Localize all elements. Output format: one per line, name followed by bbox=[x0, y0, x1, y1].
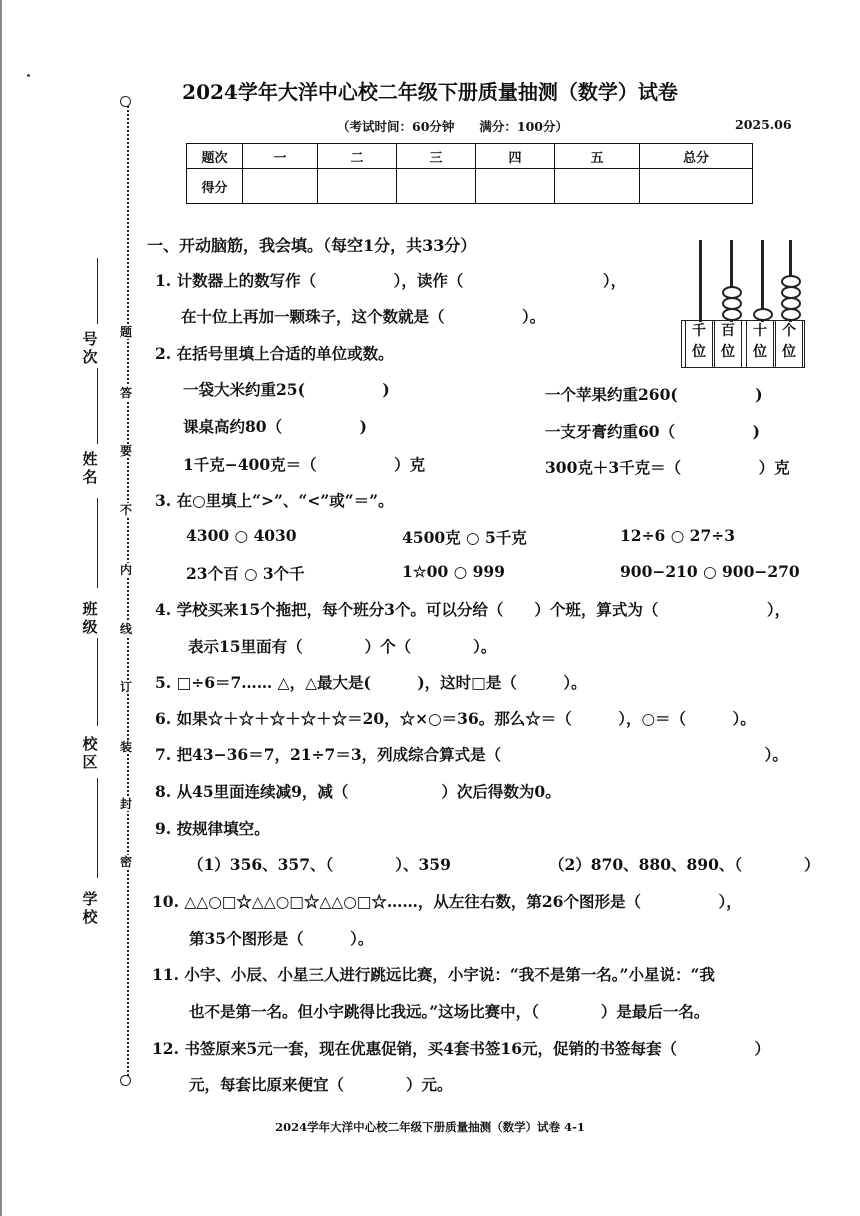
q1-line1: 1. 计数器上的数写作（ ），读作（ ）， bbox=[155, 271, 627, 290]
binding-char: 答 bbox=[119, 386, 132, 400]
binding-hole-bottom bbox=[120, 1075, 131, 1086]
score-cell[interactable] bbox=[476, 169, 555, 204]
field-class-label: 班 级 bbox=[82, 600, 98, 636]
q12-line2: 元，每套比原来便宜（ ）元。 bbox=[189, 1075, 453, 1094]
binding-dotted-line bbox=[127, 102, 129, 1080]
score-header-cell: 一 bbox=[243, 144, 318, 169]
q2-item6: 300克＋3千克＝（ ）克 bbox=[545, 458, 790, 477]
score-header-cell: 题次 bbox=[187, 144, 243, 169]
binding-char: 装 bbox=[119, 740, 132, 754]
binding-hole-top bbox=[120, 96, 131, 107]
exam-title: 2024学年大洋中心校二年级下册质量抽测（数学）试卷 bbox=[182, 80, 678, 104]
q2-item1: 一袋大米约重25( ) bbox=[183, 380, 390, 399]
abacus-label-hundreds: 百位 bbox=[714, 320, 742, 368]
score-header-cell: 总分 bbox=[640, 144, 753, 169]
abacus-label-ones: 个位 bbox=[775, 320, 803, 368]
q1-line2: 在十位上再加一颗珠子，这个数就是（ ）。 bbox=[181, 307, 546, 326]
score-row-label: 得分 bbox=[187, 169, 243, 204]
q3-item1: 4300 ○ 4030 bbox=[186, 526, 297, 545]
q4-line2: 表示15里面有（ ）个（ ）。 bbox=[188, 637, 497, 656]
abacus-bead bbox=[722, 286, 742, 299]
field-number-label: 号 次 bbox=[82, 330, 98, 366]
abacus-counter bbox=[681, 240, 805, 368]
q9-title: 9. 按规律填空。 bbox=[155, 819, 270, 838]
score-cell[interactable] bbox=[318, 169, 397, 204]
score-header-cell: 三 bbox=[397, 144, 476, 169]
binding-char: 要 bbox=[119, 444, 132, 458]
score-header-cell: 四 bbox=[476, 144, 555, 169]
abacus-rod-thousands bbox=[699, 240, 702, 322]
q3-item5: 1☆00 ○ 999 bbox=[402, 562, 505, 581]
q2-item4: 一支牙膏约重60（ ) bbox=[545, 422, 760, 441]
q6: 6. 如果☆＋☆＋☆＋☆＋☆＝20，☆×○＝36。那么☆＝（ ），○＝（ ）。 bbox=[155, 709, 756, 728]
binding-char: 内 bbox=[119, 563, 132, 577]
abacus-bead bbox=[781, 275, 801, 288]
score-cell[interactable] bbox=[397, 169, 476, 204]
score-cell[interactable] bbox=[640, 169, 753, 204]
field-line-name bbox=[97, 368, 98, 444]
q2-item3: 课桌高约80（ ) bbox=[183, 417, 367, 436]
field-campus-label: 校 区 bbox=[82, 735, 98, 771]
page-footer: 2024学年大洋中心校二年级下册质量抽测（数学）试卷 4-1 bbox=[275, 1120, 585, 1134]
abacus-label-thousands: 千位 bbox=[685, 320, 713, 368]
q12-line1: 12. 书签原来5元一套，现在优惠促销，买4套书签16元，促销的书签每套（ ） bbox=[152, 1039, 771, 1058]
q3-item2: 4500克 ○ 5千克 bbox=[402, 528, 527, 547]
page-edge bbox=[0, 0, 2, 1216]
q2-title: 2. 在括号里填上合适的单位或数。 bbox=[155, 344, 394, 363]
q10-line2: 第35个图形是（ ）。 bbox=[189, 929, 374, 948]
binding-char: 线 bbox=[119, 622, 132, 636]
q4-line1: 4. 学校买来15个拖把，每个班分3个。可以分给（ ）个班，算式为（ ）， bbox=[155, 600, 791, 619]
field-line-school bbox=[97, 778, 98, 878]
section1-title: 一、开动脑筋，我会填。（每空1分，共33分） bbox=[147, 236, 477, 255]
q9-part2: （2）870、880、890、（ ） bbox=[549, 855, 820, 874]
field-line-campus bbox=[97, 638, 98, 726]
q3-item6: 900−210 ○ 900−270 bbox=[620, 562, 800, 581]
abacus-label-tens: 十位 bbox=[746, 320, 774, 368]
q3-title: 3. 在○里填上“>”、“<”或“＝”。 bbox=[155, 491, 394, 510]
q7: 7. 把43−36＝7，21÷7＝3，列成综合算式是（ ）。 bbox=[155, 745, 788, 764]
q3-item3: 12÷6 ○ 27÷3 bbox=[620, 526, 736, 545]
q2-item2: 一个苹果约重260( ) bbox=[545, 385, 763, 404]
binding-char: 封 bbox=[119, 797, 132, 811]
score-header-cell: 五 bbox=[555, 144, 640, 169]
q3-item4: 23个百 ○ 3个千 bbox=[186, 564, 305, 583]
exam-date: 2025.06 bbox=[735, 117, 792, 132]
binding-char: 题 bbox=[119, 325, 132, 339]
binding-char: 订 bbox=[119, 680, 132, 694]
field-line-number bbox=[97, 258, 98, 324]
field-name-label: 姓 名 bbox=[82, 450, 98, 486]
field-school-label: 学 校 bbox=[82, 890, 98, 926]
binding-char: 不 bbox=[119, 503, 132, 517]
q8: 8. 从45里面连续减9，减（ ）次后得数为0。 bbox=[155, 782, 561, 801]
q5: 5. □÷6＝7…… △，△最大是( )，这时□是（ ）。 bbox=[155, 673, 587, 692]
binding-char: 密 bbox=[119, 855, 132, 869]
field-line-class bbox=[97, 498, 98, 588]
q11-line2: 也不是第一名。但小宇跳得比我远。”这场比赛中，（ ）是最后一名。 bbox=[189, 1002, 710, 1021]
score-table bbox=[186, 143, 753, 204]
score-cell[interactable] bbox=[555, 169, 640, 204]
q2-item5: 1千克−400克＝（ ）克 bbox=[183, 455, 426, 474]
score-cell[interactable] bbox=[243, 169, 318, 204]
q11-line1: 11. 小宇、小辰、小星三人进行跳远比赛，小宇说：“我不是第一名。”小星说：“我 bbox=[152, 965, 715, 984]
score-header-cell: 二 bbox=[318, 144, 397, 169]
exam-info: （考试时间：60分钟 满分：100分） bbox=[337, 119, 568, 134]
q10-line1: 10. △△○□☆△△○□☆△△○□☆……，从左往右数，第26个图形是（ ）， bbox=[152, 892, 742, 911]
q9-part1: （1）356、357、（ ）、359 bbox=[188, 855, 451, 874]
